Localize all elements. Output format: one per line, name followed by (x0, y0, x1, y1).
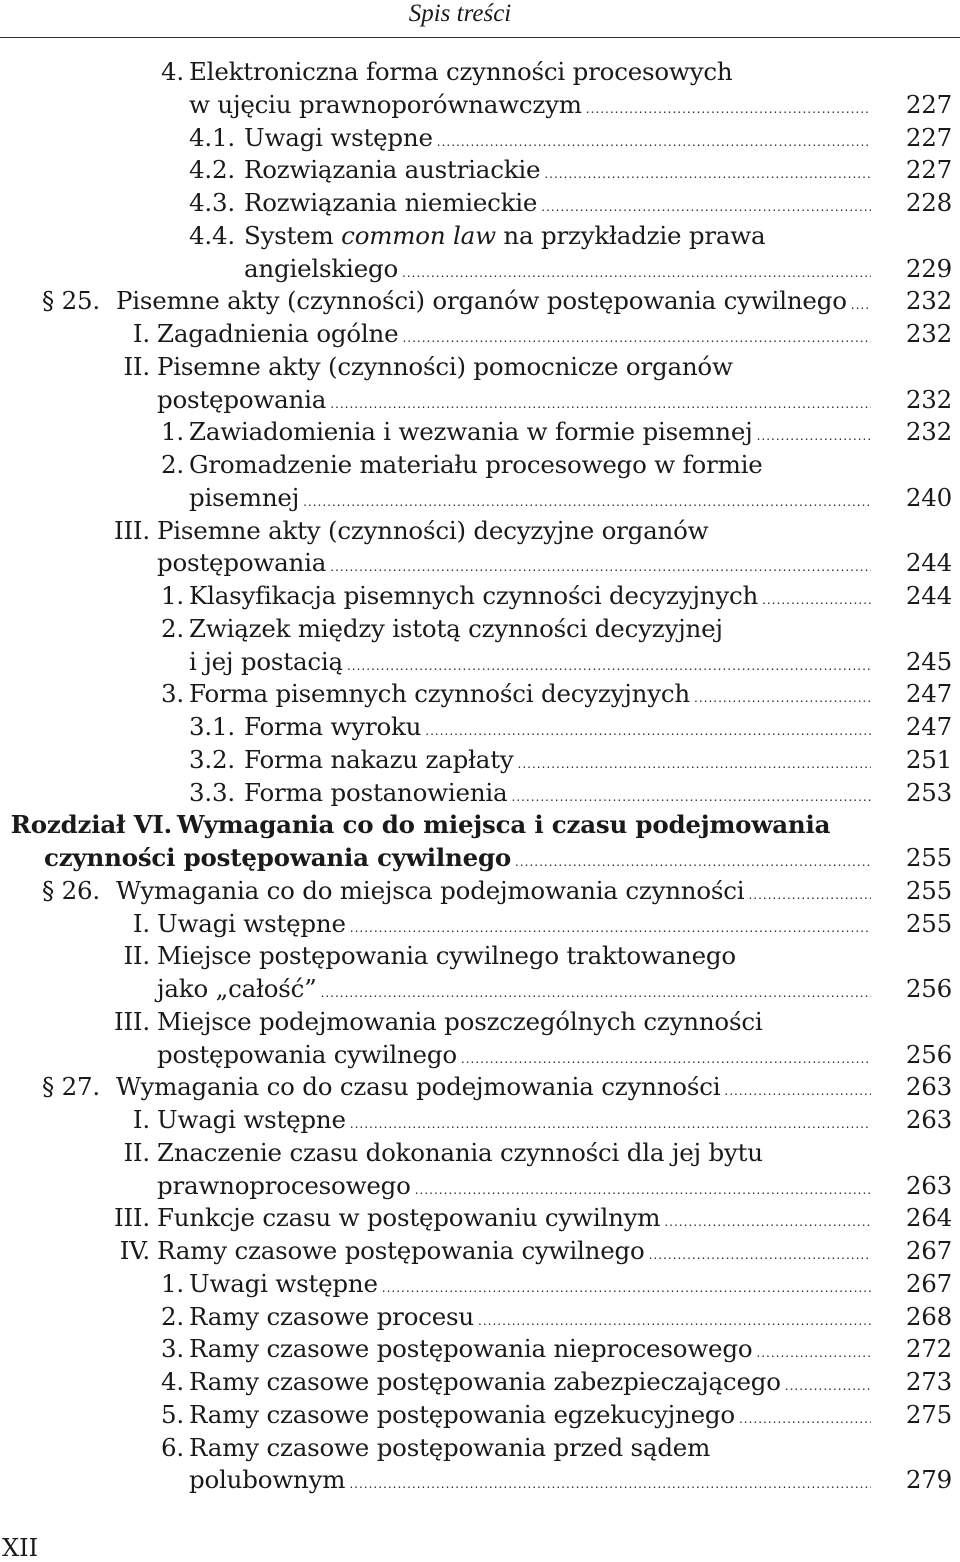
toc-entry-page: 244 (905, 548, 952, 578)
dot-leader (511, 842, 871, 875)
toc-entry-number: 2. (161, 1301, 184, 1331)
toc-entry (0, 1301, 960, 1334)
toc-entry-page: 256 (905, 1039, 952, 1069)
toc-entry (0, 285, 960, 318)
toc-entry (0, 809, 960, 842)
toc-entry (0, 908, 960, 941)
toc-entry-number: § 25. (41, 286, 100, 316)
dot-leader (507, 777, 871, 810)
toc-entry-number: 3.3. (189, 777, 235, 807)
toc-entry-number: 1. (161, 581, 184, 610)
dot-leader (758, 580, 871, 613)
toc-entry-title: Ramy czasowe postępowania nieprocesowego (189, 1334, 753, 1364)
toc-entry-number: 1. (161, 1268, 184, 1298)
toc-entry-title: postępowania cywilnego (157, 1039, 457, 1069)
toc-entry-title: Wymagania co do miejsca i czasu podejmowania (177, 810, 831, 840)
toc-entry (0, 1202, 960, 1235)
toc-entry-page: 255 (905, 908, 952, 938)
toc-entry-title: Znaczenie czasu dokonania czynności dla jej bytu (157, 1137, 763, 1167)
toc-entry-number: 4. (161, 57, 184, 86)
toc-entry-number: 4.4. (189, 220, 235, 250)
toc-entry-number: § 27. (41, 1072, 100, 1102)
toc-entry-title: jako „całość” (157, 974, 317, 1003)
toc-entry-page: 245 (905, 646, 952, 676)
toc-entry (0, 1268, 960, 1301)
toc-entry-title: Uwagi wstępne (189, 1268, 378, 1298)
toc-entry-title: Zawiadomienia i wezwania w formie pisemnej (189, 417, 753, 447)
toc-entry (0, 1432, 960, 1465)
dot-leader (317, 973, 871, 1006)
dot-leader (474, 1301, 871, 1334)
running-head (0, 0, 960, 38)
toc-entry (0, 253, 960, 286)
toc-entry-page: 232 (905, 286, 952, 316)
toc-entry-page: 240 (905, 482, 952, 512)
toc-entry-page: 263 (905, 1072, 952, 1102)
toc-entry (0, 547, 960, 580)
toc-entry-title: Funkcje czasu w postępowaniu cywilnym (157, 1203, 661, 1233)
toc-entry-page: 255 (905, 875, 952, 905)
dot-leader (398, 253, 871, 286)
toc-entry-title: System common law na przykładzie prawa (244, 220, 766, 250)
dot-leader (753, 416, 871, 449)
toc-entry-page: 267 (905, 1236, 952, 1265)
toc-entry-page: 227 (905, 155, 952, 185)
dot-leader (735, 1399, 871, 1432)
dot-leader (433, 122, 871, 155)
dot-leader (343, 646, 871, 679)
toc-entry-number: I. (132, 319, 150, 348)
toc-entry-title: Forma wyroku (244, 712, 422, 741)
toc-entry-title: Forma postanowienia (244, 777, 508, 807)
toc-entry-page: 263 (905, 1105, 952, 1134)
toc-entry-title: Związek między istotą czynności decyzyjnej (189, 613, 723, 643)
toc-entry (0, 384, 960, 417)
toc-entry (0, 1006, 960, 1039)
dot-leader (781, 1366, 871, 1399)
toc-entry-page: 264 (905, 1203, 952, 1233)
dot-leader (345, 1464, 871, 1497)
toc-entry (0, 711, 960, 744)
toc-entry-number: 4.2. (189, 155, 235, 185)
toc-entry (0, 187, 960, 220)
toc-entry (0, 416, 960, 449)
toc-entry (0, 580, 960, 613)
toc-entry (0, 875, 960, 908)
toc-entry (0, 515, 960, 548)
dot-leader (690, 678, 871, 711)
toc-entry (0, 646, 960, 679)
toc-entry (0, 449, 960, 482)
toc-entry-title: Wymagania co do miejsca podejmowania czynności (116, 875, 745, 905)
toc-entry-title: angielskiego (244, 253, 399, 283)
toc-entry (0, 678, 960, 711)
toc-entry (0, 744, 960, 777)
toc-entry-title: w ujęciu prawnoporównawczym (189, 89, 582, 119)
dot-leader (411, 1170, 871, 1203)
dot-leader (537, 187, 871, 220)
toc-entry-number: I. (132, 1105, 150, 1134)
toc-entry-number: 3. (161, 1334, 184, 1364)
toc-entry-page: 272 (905, 1334, 952, 1364)
toc-entry-number: 2. (161, 613, 184, 643)
toc-entry-title: Rozwiązania austriackie (244, 155, 541, 185)
toc-entry-title: postępowania (157, 384, 327, 414)
toc-entry-title: Uwagi wstępne (157, 1105, 346, 1134)
toc-entry-title: Uwagi wstępne (157, 908, 346, 938)
toc-entry-page: 253 (905, 777, 952, 807)
toc-entry-title: czynności postępowania cywilnego (44, 843, 512, 872)
toc-entry-page: 279 (905, 1465, 952, 1495)
toc-entry-number: 1. (161, 417, 184, 447)
toc-entry-page: 267 (905, 1268, 952, 1298)
toc-entry (0, 1104, 960, 1137)
dot-leader (540, 154, 871, 187)
toc-entry-page: 244 (905, 581, 952, 610)
toc-entry-number: Rozdział VI. (10, 810, 172, 840)
toc-entry-number: II. (123, 1137, 150, 1167)
dot-leader (299, 482, 871, 515)
toc-entry-number: II. (123, 351, 150, 381)
toc-entry (0, 973, 960, 1006)
toc-entry-number: III. (113, 515, 150, 545)
dot-leader (582, 89, 871, 122)
toc-entry-page: 232 (905, 417, 952, 447)
toc-entry-number: III. (113, 1006, 150, 1036)
toc-entry-number: 4.1. (189, 122, 235, 152)
toc-entry-title: Rozwiązania niemieckie (244, 188, 538, 217)
toc-entry-number: 6. (161, 1432, 184, 1462)
dot-leader (346, 1104, 871, 1137)
toc-entry-title: i jej postacią (189, 646, 343, 676)
toc-entry-page: 232 (905, 319, 952, 348)
toc-entry-number: 3.2. (189, 744, 235, 774)
toc-entry-page: 263 (905, 1170, 952, 1200)
toc-entry-page: 268 (905, 1301, 952, 1331)
toc-entry-title: Ramy czasowe postępowania zabezpieczającego (189, 1367, 781, 1396)
toc-entry-number: II. (123, 941, 150, 971)
toc-entry-title: Pisemne akty (czynności) decyzyjne organów (157, 515, 709, 545)
dot-leader (457, 1039, 871, 1072)
toc-entry-page: 256 (905, 974, 952, 1003)
dot-leader (660, 1202, 871, 1235)
toc-entry-title: postępowania (157, 548, 327, 578)
toc-entry (0, 220, 960, 253)
dot-leader (744, 875, 871, 908)
toc-entry-title: polubownym (189, 1465, 346, 1495)
toc-entry-page: 247 (905, 679, 952, 709)
toc-entry (0, 1039, 960, 1072)
dot-leader (720, 1071, 871, 1104)
toc-entry-number: III. (113, 1203, 150, 1233)
dot-leader (752, 1333, 871, 1366)
dot-leader (326, 384, 871, 417)
toc-entry (0, 122, 960, 155)
toc-entry-page: 247 (905, 712, 952, 741)
toc-entry (0, 777, 960, 810)
toc-entry-title: Ramy czasowe postępowania przed sądem (189, 1432, 711, 1462)
toc-entry-page: 227 (905, 89, 952, 119)
toc-entry-title: Uwagi wstępne (244, 122, 433, 152)
toc-entry-number: 3. (161, 679, 184, 709)
toc-entry-title: Wymagania co do czasu podejmowania czynności (116, 1072, 721, 1102)
toc-entry-page: 228 (905, 188, 952, 217)
dot-leader (346, 908, 871, 941)
toc-entry (0, 842, 960, 875)
toc-entry-number: 2. (161, 450, 184, 479)
toc-entry-page: 255 (905, 843, 952, 872)
toc-entry-page: 227 (905, 122, 952, 152)
toc-entry-number: I. (132, 908, 150, 938)
toc-entry (0, 154, 960, 187)
dot-leader (326, 547, 871, 580)
toc-entry-title: Pisemne akty (czynności) organów postępowania cywilnego (116, 286, 847, 316)
toc-entry (0, 482, 960, 515)
page-number-folio: XII (2, 1534, 39, 1562)
toc-entry (0, 56, 960, 89)
running-head-title: Spis treści (408, 0, 512, 27)
toc-entry-title: Miejsce postępowania cywilnego traktowanego (157, 941, 736, 971)
toc-entry-title: Forma nakazu zapłaty (244, 744, 514, 774)
toc-entry-title: Forma pisemnych czynności decyzyjnych (189, 679, 690, 709)
toc-entry-title: Ramy czasowe postępowania cywilnego (157, 1236, 645, 1265)
dot-leader (398, 318, 871, 351)
toc-entry (0, 1137, 960, 1170)
toc-entry (0, 1170, 960, 1203)
toc-entry-page: 229 (905, 253, 952, 283)
dot-leader (645, 1235, 871, 1268)
toc-entry (0, 318, 960, 351)
toc-entry-number: IV. (119, 1236, 150, 1265)
toc-entry (0, 351, 960, 384)
toc-entry-page: 251 (905, 744, 952, 774)
toc-entry-title: Ramy czasowe postępowania egzekucyjnego (189, 1399, 735, 1429)
toc-entry-page: 232 (905, 384, 952, 414)
dot-leader (514, 744, 872, 777)
toc-entry-title: Elektroniczna forma czynności procesowych (189, 57, 733, 86)
toc-entry-title: Klasyfikacja pisemnych czynności decyzyjnych (189, 581, 759, 610)
toc-entry (0, 1399, 960, 1432)
toc-entry-number: 3.1. (189, 712, 235, 741)
dot-leader (378, 1268, 871, 1301)
toc-entry-title: Gromadzenie materiału procesowego w formie (189, 450, 763, 479)
toc-entry-number: 4.3. (189, 188, 235, 217)
toc-entry-number: 5. (161, 1399, 184, 1429)
table-of-contents (0, 56, 960, 1497)
toc-entry-number: 4. (161, 1367, 184, 1396)
dot-leader (847, 285, 871, 318)
dot-leader (421, 711, 871, 744)
toc-entry-title: Ramy czasowe procesu (189, 1301, 475, 1331)
toc-entry (0, 1464, 960, 1497)
toc-entry-page: 273 (905, 1367, 952, 1396)
toc-entry-page: 275 (905, 1399, 952, 1429)
toc-entry (0, 1333, 960, 1366)
toc-entry-title: pisemnej (189, 482, 300, 512)
toc-entry-title: Zagadnienia ogólne (157, 319, 399, 348)
toc-entry (0, 613, 960, 646)
toc-entry (0, 1366, 960, 1399)
toc-entry (0, 1071, 960, 1104)
toc-entry-number: § 26. (41, 875, 100, 905)
toc-entry (0, 940, 960, 973)
toc-entry-title: prawnoprocesowego (157, 1170, 411, 1200)
toc-entry (0, 89, 960, 122)
toc-entry-title: Pisemne akty (czynności) pomocnicze organów (157, 351, 733, 381)
toc-entry (0, 1235, 960, 1268)
toc-entry-title: Miejsce podejmowania poszczególnych czynności (157, 1006, 763, 1036)
